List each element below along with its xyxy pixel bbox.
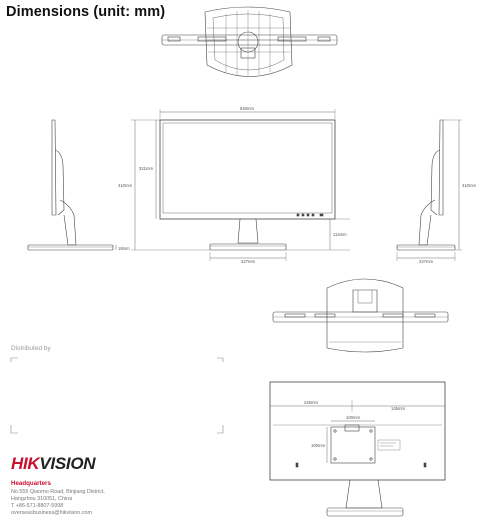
dim-stand-depth-side: 227mm [419, 259, 433, 264]
top-view-drawing [162, 7, 337, 77]
right-side-view-drawing [397, 120, 462, 261]
hikvision-logo [11, 454, 95, 474]
phone-number: T +86-571-8807-5998 [11, 503, 64, 509]
left-side-view-drawing [28, 120, 116, 250]
dim-rear-offset-right: 145mm [391, 406, 405, 411]
address-line-1: No.555 Qianmo Road, Binjiang District, [11, 489, 105, 495]
address-line-2: Hangzhou 310051, China [11, 496, 73, 502]
dim-vesa-width: 100mm [346, 415, 360, 420]
dim-front-width: 540mm [240, 106, 254, 111]
distributed-by-label: Distributed by [11, 345, 51, 352]
email-address: overseasbusiness@hikvision.com [11, 510, 92, 516]
dim-total-height-right: 410mm [462, 183, 476, 188]
dim-front-height: 321mm [139, 166, 153, 171]
logo-part-hik: HIK [11, 454, 40, 473]
headquarters-title: Headquarters [11, 480, 51, 487]
dim-total-height-left: 410mm [118, 183, 132, 188]
dim-stand-depth-front: 227mm [241, 259, 255, 264]
front-view-drawing [131, 109, 350, 261]
rear-view-drawing [270, 382, 445, 516]
distributed-frame [11, 358, 223, 433]
dim-foot-height: 18mm [118, 246, 130, 251]
bottom-view-drawing [273, 279, 448, 352]
dim-rear-offset-left: 225mm [304, 400, 318, 405]
logo-part-vision: VISION [39, 454, 96, 473]
dim-stand-clearance: 114mm [333, 232, 347, 237]
dim-vesa-height: 100mm [311, 443, 325, 448]
page-title: Dimensions (unit: mm) [6, 4, 166, 20]
